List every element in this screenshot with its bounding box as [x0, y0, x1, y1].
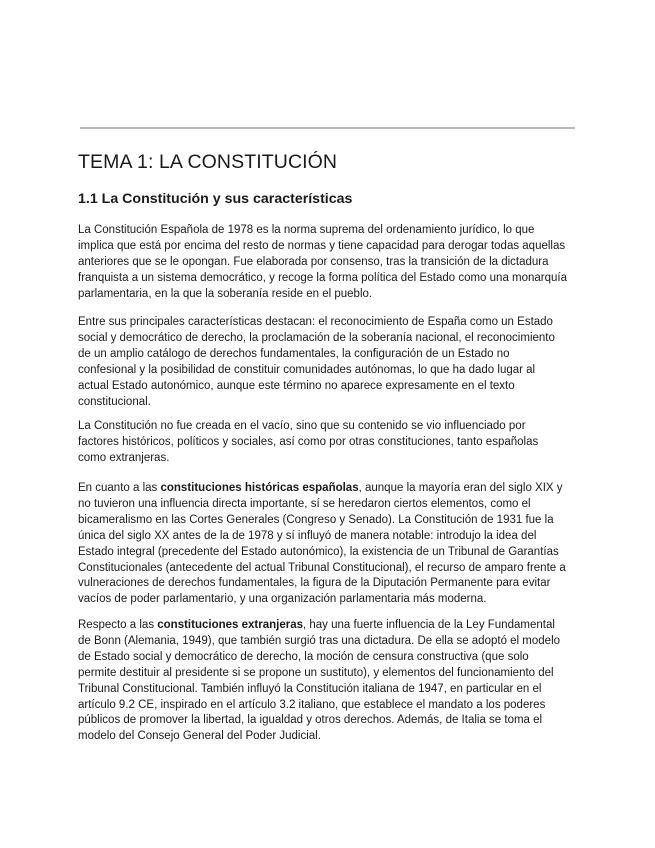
text-line: [78, 729, 560, 745]
text-run: modelo del Consejo General del Poder Judicial.: [78, 730, 321, 743]
text-run: no tuvieron una influencia directa importante, sí se heredaron ciertos elementos, como el: [78, 497, 531, 510]
bold-term: constituciones extranjeras: [157, 619, 303, 631]
text-line: [78, 634, 560, 650]
text-line: [78, 698, 560, 714]
text-run: de Bonn (Alemania, 1949), que también surgió tras una dictadura. De ella se adoptó el modelo: [78, 634, 561, 647]
paragraph: [78, 419, 538, 467]
text-run: Constitucionales (antecedente del actual Tribunal Constitucional), el recurso de amparo frente a: [78, 561, 566, 574]
text-line: [78, 592, 566, 608]
text-line: [78, 315, 555, 331]
text-line: [78, 618, 560, 634]
text-line: [78, 682, 560, 698]
text-run: vulneraciones de derechos fundamentales, la figura de la Diputación Permanente para evitar: [78, 577, 551, 590]
text-line: [78, 666, 560, 682]
text-run: artículo 9.2 CE, inspirado en el artículo 3.2 italiano, que establece el mandato a los poderes: [78, 698, 546, 711]
text-run: , hay una fuerte influencia de la Ley Fundamental: [303, 619, 555, 631]
text-line: [78, 650, 560, 666]
text-line: [78, 347, 555, 363]
text-run: parlamentaria, en la que la soberanía reside en el pueblo.: [78, 287, 373, 300]
text-line: [78, 379, 555, 395]
text-line: [78, 271, 567, 287]
text-run: como extranjeras.: [78, 451, 170, 464]
text-line: [78, 287, 567, 303]
text-line: [78, 451, 538, 467]
text-line: [78, 419, 538, 435]
text-run: vacíos de poder parlamentario, y una organización parlamentaria más moderna.: [78, 593, 487, 606]
paragraph: [78, 481, 566, 608]
text-run: En cuanto a las: [78, 482, 161, 494]
text-line: [78, 545, 566, 561]
text-line: [78, 239, 567, 255]
text-run: implica que está por encima del resto de normas y tiene capacidad para derogar todas aquellas: [78, 239, 566, 252]
text-run: Estado integral (precedente del Estado autonómico), la existencia de un Tribunal de Garantías: [78, 545, 559, 558]
text-run: La Constitución no fue creada en el vacío, sino que su contenido se vio influenciado por: [78, 420, 526, 432]
text-run: bicameralismo en las Cortes Generales (Congreso y Senado). La Constitución de 1931 fue la: [78, 513, 554, 526]
text-line: [78, 513, 566, 529]
text-run: social y democrático de derecho, la proclamación de la soberanía nacional, el reconocimiento: [78, 331, 555, 344]
text-run: franquista a un sistema democrático, y recoge la forma política del Estado como una monarquía: [78, 271, 568, 284]
text-run: Respecto a las: [78, 619, 158, 631]
text-run: Entre sus principales características destacan: el reconocimiento de España como un Estado: [78, 316, 553, 328]
bold-term: constituciones históricas españolas: [160, 482, 359, 494]
text-line: [78, 497, 566, 513]
text-run: única del siglo XX antes de la de 1978 y sí influyó de manera notable: introdujo la idea del: [78, 529, 537, 542]
paragraph: [78, 618, 560, 745]
paragraph: [78, 223, 567, 303]
text-line: [78, 223, 567, 239]
text-run: de Estado social y democrático de derecho, la moción de censura constructiva (que solo: [78, 650, 529, 663]
text-line: [78, 363, 555, 379]
text-line: [78, 395, 555, 411]
text-run: permite destituir al presidente si se propone un sustituto), y elementos del funcionamiento del: [78, 666, 554, 679]
text-run: públicos de promover la libertad, la igualdad y otros derechos. Además, de Italia se toma el: [78, 714, 543, 727]
text-run: , aunque la mayoría eran del siglo XIX y: [358, 482, 563, 494]
text-line: [78, 561, 566, 577]
text-run: La Constitución Española de 1978 es la norma suprema del ordenamiento jurídico, lo que: [78, 224, 535, 236]
text-line: [78, 435, 538, 451]
text-line: [78, 713, 560, 729]
text-line: [78, 481, 566, 497]
horizontal-rule: [80, 127, 575, 129]
text-line: [78, 331, 555, 347]
paragraph: [78, 315, 555, 410]
text-run: de un amplio catálogo de derechos fundamentales, la configuración de un Estado no: [78, 347, 510, 360]
text-line: [78, 576, 566, 592]
text-run: factores históricos, políticos y sociales, así como por otras constituciones, tanto españolas: [78, 435, 539, 448]
text-run: Tribunal Constitucional. También influyó la Constitución italiana de 1947, en particular en el: [78, 682, 542, 695]
text-run: confesional y la posibilidad de constituir comunidades autónomas, lo que ha dado lugar al: [78, 363, 536, 376]
text-line: [78, 255, 567, 271]
text-run: constitucional.: [78, 395, 151, 408]
text-run: anteriores que se le opongan. Fue elaborada por consenso, tras la transición de la dictadura: [78, 255, 549, 268]
text-run: actual Estado autonómico, aunque este término no aparece expresamente en el texto: [78, 379, 515, 392]
document-title: TEMA 1: LA CONSTITUCIÓN: [78, 151, 338, 173]
text-line: [78, 529, 566, 545]
section-heading: 1.1 La Constitución y sus características: [78, 191, 353, 207]
